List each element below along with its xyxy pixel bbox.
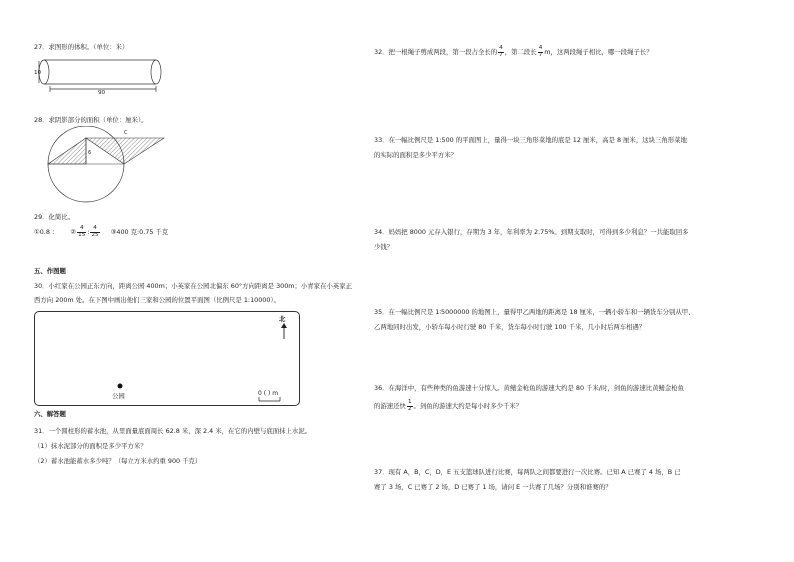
q32-fraction-1: $\frac{4}{7}$ <box>499 45 503 58</box>
point-c-label: C <box>124 130 128 136</box>
scale-label: 0 ( ) m <box>258 390 279 397</box>
park-label: 公园 <box>112 392 125 400</box>
q31-sub1: （1）抹水泥部分的面积是多少平方米？ <box>34 442 147 450</box>
q29-fraction-2: $\frac{4}{25}$ <box>91 225 99 238</box>
q30-line1: 30．小红家在公园正东方向，距离公园 400m；小英家在公园北偏东 60°方向距离是 300m；小青家在小英家正 <box>34 282 353 290</box>
north-arrow-icon <box>279 322 289 340</box>
q31-sub2: （2）蓄水池能蓄水多少吨？（每立方米水约重 900 千克） <box>34 457 202 465</box>
q34-line2: 少钱？ <box>374 243 394 251</box>
shaded-area-figure <box>40 126 210 206</box>
cylinder-length-label: 90 <box>98 90 106 95</box>
q30-line2: 西方向 200m 处。在下图中画出他们三家和公园的位置平面图（比例尺是 1:10000）。 <box>34 296 280 304</box>
cylinder-height-label: 10 <box>34 70 42 76</box>
q35-line2: 乙两地同时出发，小轿车每小时行驶 80 千米，货车每小时行驶 100 千米，几小时后两车相遇？ <box>374 323 646 331</box>
q27-text: 27．求图形的体积。（单位：米） <box>34 43 129 51</box>
q32-line: 32．把一根绳子剪成两段，第一段占全长的 $\frac{4}{7}$ ，第二段长 $\frac{4}{7}$ m，这两段绳子相比，哪一段绳子长？ <box>374 45 653 58</box>
q29-item1: ①0.8 ： <box>34 228 59 237</box>
cylinder-figure <box>30 53 165 95</box>
q29-item3: ③400 克:0.75 千克 <box>110 228 169 237</box>
q37-line2: 赛了 3 场，C 已赛了 2 场，D 已赛了 1 场，请问 E 一共赛了几场？分别和谁赛的？ <box>374 483 612 491</box>
section-5-heading: 五、作图题 <box>34 267 66 275</box>
q28-text: 28．求阴影部分的面积（单位：厘米）。 <box>34 116 148 124</box>
q37-line1: 37．现有 A，B，C，D，E 五支篮球队进行比赛，每两队之间都要进行一次比赛。已知 A 已赛了 4 场，B 已 <box>374 468 681 476</box>
q36-line1: 36．在海洋中，有些种类的鱼游速十分惊人。黄鳍金枪鱼的游速大约是 80 千米/时，剑鱼的游速比黄鳍金枪鱼 <box>374 384 685 392</box>
north-label: 北 <box>279 315 286 323</box>
park-point-icon <box>116 382 124 390</box>
q29-fraction-1: $\frac{4}{15}$ <box>78 225 86 238</box>
q33-line1: 33．在一幅比例尺是 1:500 的平面图上，量得一块三角形菜地的底是 12 厘米，高是 8 厘米，这块三角形菜地 <box>374 136 687 144</box>
q33-line2: 的实际的面积是多少平方米？ <box>374 151 458 159</box>
q36-fraction: $\frac{1}{2}$ <box>407 399 412 412</box>
scale-bar <box>258 397 292 402</box>
q32-fraction-2: $\frac{4}{7}$ <box>538 45 543 58</box>
q31-line1: 31．一个圆柱形的蓄水池，从里面量底面周长 62.8 米，深 2.4 米，在它的内壁与底面抹上水泥。 <box>34 427 312 435</box>
q34-line1: 34．妈妈把 8000 元存入银行，存期为 3 年，年利率为 2.75%。到期支取时，可得到多少利息？一共能取回多 <box>374 228 689 236</box>
q29-item2-prefix: ② <box>70 228 77 237</box>
q36-line2: 的游速还快 $\frac{1}{2}$ 。剑鱼的游速大约是每小时多少千米？ <box>374 399 523 412</box>
q29-items: ①0.8 ： ② $\frac{4}{15}$ : $\frac{4}{25}$ ③400 克:0.75 千克 <box>34 225 169 238</box>
q29-text: 29．化简比。 <box>34 213 75 221</box>
section-6-heading: 六、解答题 <box>34 410 66 418</box>
q35-line1: 35．在一幅比例尺是 1∶5000000 的地图上，量得甲乙两地的距离是 18 厘米，一辆小轿车和一辆货车分别从甲、 <box>374 308 695 316</box>
length-6-label: 6 <box>88 150 92 156</box>
